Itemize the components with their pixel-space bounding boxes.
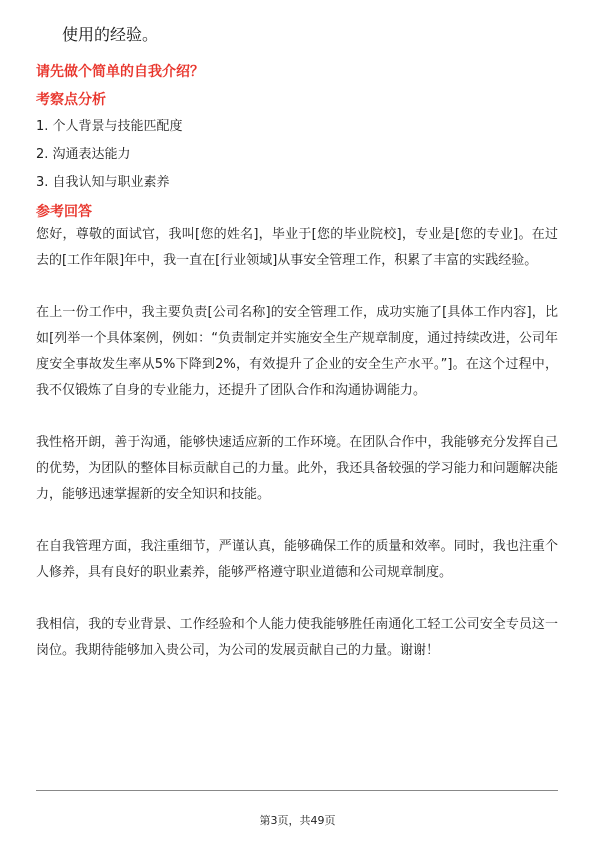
analysis-point: 2. 沟通表达能力	[36, 147, 131, 162]
page-number: 第3页，共49页	[259, 814, 336, 827]
analysis-point: 1. 个人背景与技能匹配度	[36, 119, 183, 134]
answer-paragraph: 您好，尊敬的面试官，我叫[您的姓名]，毕业于[您的毕业院校]，专业是[您的专业]。在过去的[工作年限]年中，我一直在[行业领域]从事安全管理工作，积累了丰富的实践经验。	[36, 227, 558, 268]
answer-paragraph: 在上一份工作中，我主要负责[公司名称]的安全管理工作，成功实施了[具体工作内容]，比如[列举一个具体案例，例如：“负责制定并实施安全生产规章制度，通过持续改进，公司年度安全事故发生率从5%下降到2%，有效提升了企业的安全生产水平。”]。在这个过程中，我不仅锻炼了自身的专业能力，还提升了团队合作和沟通协调能力。	[36, 305, 558, 398]
lead-line-text: 使用的经验。	[62, 25, 159, 44]
main-content	[36, 62, 558, 690]
analysis-heading: 考察点分析	[36, 92, 106, 108]
answer-paragraph: 我相信，我的专业背景、工作经验和个人能力使我能够胜任南通化工轻工公司安全专员这一岗位。我期待能够加入贵公司，为公司的发展贡献自己的力量。谢谢！	[36, 617, 558, 658]
analysis-point: 3. 自我认知与职业素养	[36, 175, 170, 190]
answer-paragraph: 在自我管理方面，我注重细节，严谨认真，能够确保工作的质量和效率。同时，我也注重个人修养，具有良好的职业素养，能够严格遵守职业道德和公司规章制度。	[36, 539, 558, 580]
question-heading: 请先做个简单的自我介绍？	[36, 64, 204, 80]
answer-heading: 参考回答	[36, 204, 92, 220]
answer-paragraph: 我性格开朗，善于沟通，能够快速适应新的工作环境。在团队合作中，我能够充分发挥自己的优势，为团队的整体目标贡献自己的力量。此外，我还具备较强的学习能力和问题解决能力，能够迅速掌握新的安全知识和技能。	[36, 435, 558, 502]
footer-divider	[36, 790, 558, 791]
analysis-points-list	[36, 118, 558, 192]
